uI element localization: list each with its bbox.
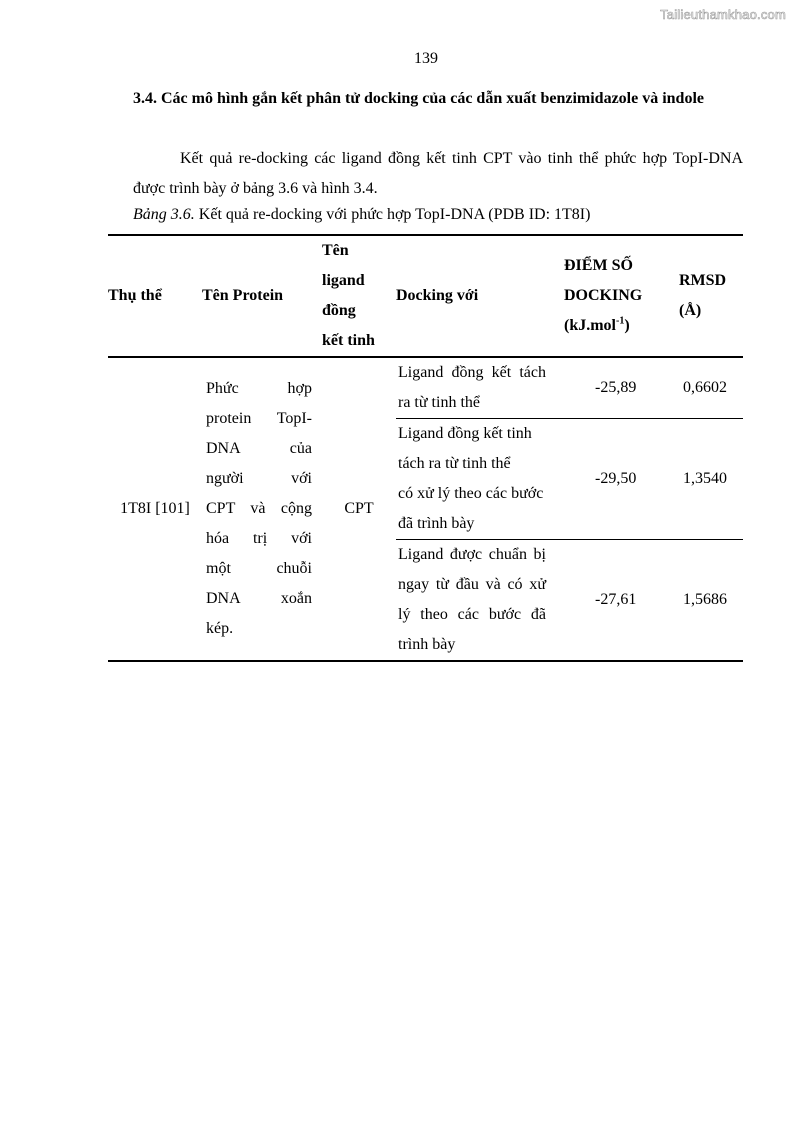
header-score-word1: ĐIỂM xyxy=(564,257,608,274)
table-caption xyxy=(133,204,743,226)
method-cell: Ligand được chuẩn bị ngay từ đầu và có xử lý theo các bước đã trình bày xyxy=(398,546,546,653)
method-line: tách ra từ tinh thể xyxy=(398,455,511,472)
body-paragraph: Kết quả re-docking các ligand đồng kết tinh CPT vào tinh thể phức hợp TopI-DNA được trình bày ở bảng 3.6 và hình 3.4. xyxy=(133,150,743,197)
header-score-unit-text: (kJ.mol xyxy=(564,317,616,334)
header-ligand-line: đồng xyxy=(322,302,356,319)
protein-line: DNA xoắn xyxy=(206,590,312,607)
table-row xyxy=(108,357,743,419)
rmsd-cell: 1,5686 xyxy=(683,591,727,608)
page-number: 139 xyxy=(414,50,438,67)
table-caption-label: Bảng 3.6. xyxy=(133,206,195,223)
protein-line: hóa trị với xyxy=(206,530,312,547)
method-line: đã trình bày xyxy=(398,515,475,532)
protein-line: protein TopI- xyxy=(206,410,312,427)
header-score xyxy=(564,235,679,357)
header-score-unit-end: ) xyxy=(624,317,630,334)
table-caption-text: Kết quả re-docking với phức hợp TopI-DNA (PDB ID: 1T8I) xyxy=(198,206,591,223)
rmsd-cell: 0,6602 xyxy=(679,357,743,419)
ligand-cell: CPT xyxy=(344,500,374,517)
protein-cell xyxy=(202,357,322,661)
score-cell: -27,61 xyxy=(595,591,637,608)
score-cell: -29,50 xyxy=(564,419,679,540)
protein-line: CPT và cộng xyxy=(206,500,312,517)
header-rmsd-unit: (Å) xyxy=(679,302,702,319)
header-score-line1 xyxy=(564,251,664,281)
header-ligand-line: kết tinh xyxy=(322,332,375,349)
header-ligand-line: ligand xyxy=(322,272,365,289)
method-line: có xử lý theo các bước xyxy=(398,485,544,502)
section-heading: 3.4. Các mô hình gắn kết phân tử docking của các dẫn xuất benzimidazole và indole xyxy=(133,90,704,107)
protein-line: kép. xyxy=(206,620,234,637)
header-protein: Tên Protein xyxy=(202,287,284,304)
header-score-unit xyxy=(564,311,679,341)
method-line: Ligand đồng kết tinh xyxy=(398,425,532,442)
protein-line: Phức hợp xyxy=(206,380,312,397)
method-cell: Ligand đồng kết tách ra từ tinh thể xyxy=(396,357,564,419)
header-receptor: Thụ thể xyxy=(108,287,162,304)
table-header-row xyxy=(108,235,743,357)
receptor-cell: 1T8I [101] xyxy=(120,500,190,517)
protein-line: người với xyxy=(206,470,312,487)
header-ligand-line: Tên xyxy=(322,242,349,259)
protein-line: một chuỗi xyxy=(206,560,312,577)
watermark: Tailieuthamkhao.com xyxy=(660,7,786,22)
header-score-word2: SỐ xyxy=(611,257,633,274)
rmsd-cell: 1,3540 xyxy=(679,419,743,540)
header-ligand xyxy=(322,235,396,357)
score-cell: -25,89 xyxy=(564,357,679,419)
protein-line: DNA của xyxy=(206,440,312,457)
results-table xyxy=(108,234,743,662)
header-score-unit-sup: -1 xyxy=(616,315,625,327)
header-rmsd xyxy=(679,235,743,357)
header-docking: Docking với xyxy=(396,287,479,304)
header-score-line2: DOCKING xyxy=(564,287,643,304)
header-rmsd-label: RMSD xyxy=(679,272,727,289)
method-cell xyxy=(396,419,564,540)
